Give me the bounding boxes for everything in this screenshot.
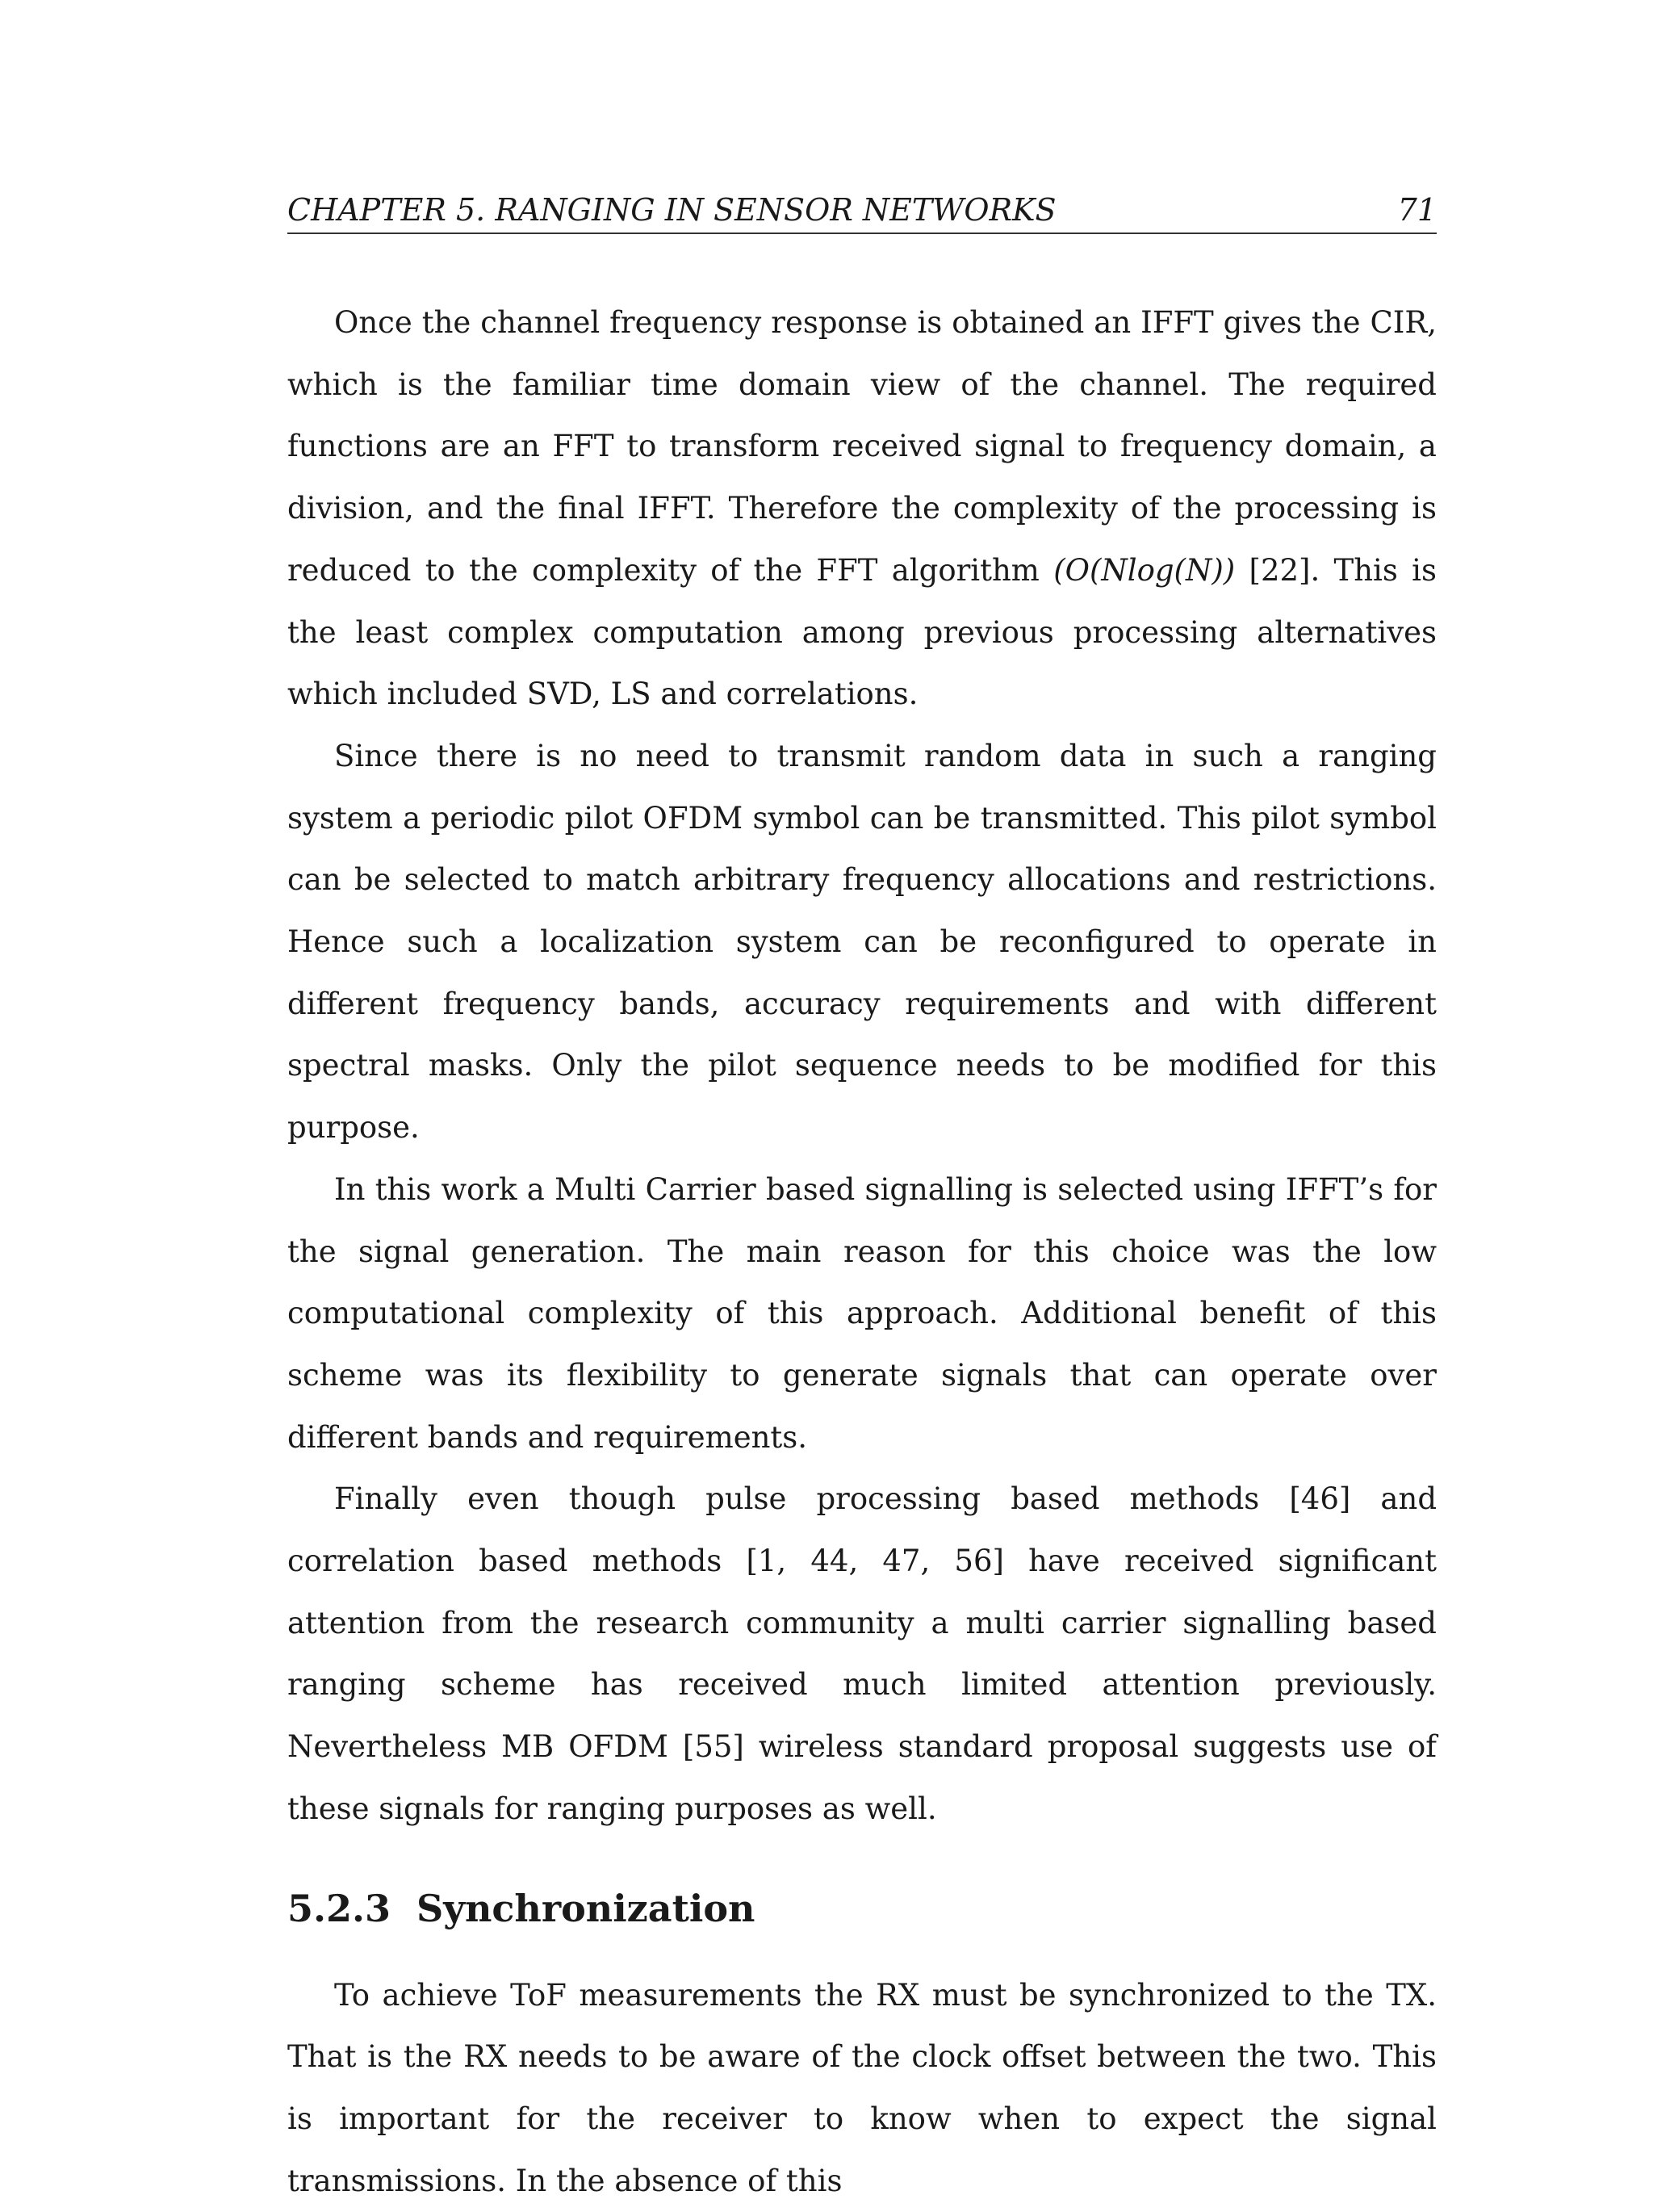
page-number: 71 xyxy=(1397,192,1437,228)
paragraph-3: In this work a Multi Carrier based signalling is selected using IFFT’s for the signal generation. The main reason for this choice was the low computational complexity of this approach. Additional benefit of this scheme was its flexibility to generate signals that can operate over different bands and requirements. xyxy=(287,1171,1437,1455)
section-heading xyxy=(287,1876,1437,1941)
chapter-title: CHAPTER 5. RANGING IN SENSOR NETWORKS xyxy=(287,192,1057,228)
section-number: 5.2.3 xyxy=(287,1886,391,1930)
running-header xyxy=(287,187,1437,234)
paragraph-2: Since there is no need to transmit random data in such a ranging system a periodic pilot OFDM symbol can be transmitted. This pilot symbol can be selected to match arbitrary frequency allocations and restrictions. Hence such a localization system can be reconfigured to operate in different frequency bands, accuracy requirements and with different spectral masks. Only the pilot sequence needs to be modified for this purpose. xyxy=(287,738,1437,1146)
paragraph-1-text-a: Once the channel frequency response is obtained an IFFT gives the CIR, which is the familiar time domain view of the channel. The required functions are an FFT to transform received signal to frequency domain, a division, and the final IFFT. Therefore the complexity of the processing is reduced to the complexity of the FFT algorithm xyxy=(287,305,1437,588)
body-text xyxy=(287,292,1437,2212)
paragraph-1-text-b: [22]. This is the least complex computation among previous processing alternatives which included SVD, LS and correlations. xyxy=(287,552,1437,712)
paragraph-5: To achieve ToF measurements the RX must be synchronized to the TX. That is the RX needs to be aware of the clock offset between the two. This is important for the receiver to know when to expect the signal transmissions. In the absence of this xyxy=(287,1977,1437,2198)
paragraph-1 xyxy=(287,292,1437,726)
section-title: Synchronization xyxy=(416,1886,755,1930)
complexity-formula: (O(Nlog(N)) xyxy=(1053,552,1236,588)
paragraph-4: Finally even though pulse processing based methods [46] and correlation based methods [1, 44, 47, 56] have received significant attention from the research community a multi carrier signalling based ranging scheme has received much limited attention previously. Nevertheless MB OFDM [55] wireless standard proposal suggests use of these signals for ranging purposes as well. xyxy=(287,1481,1437,1826)
